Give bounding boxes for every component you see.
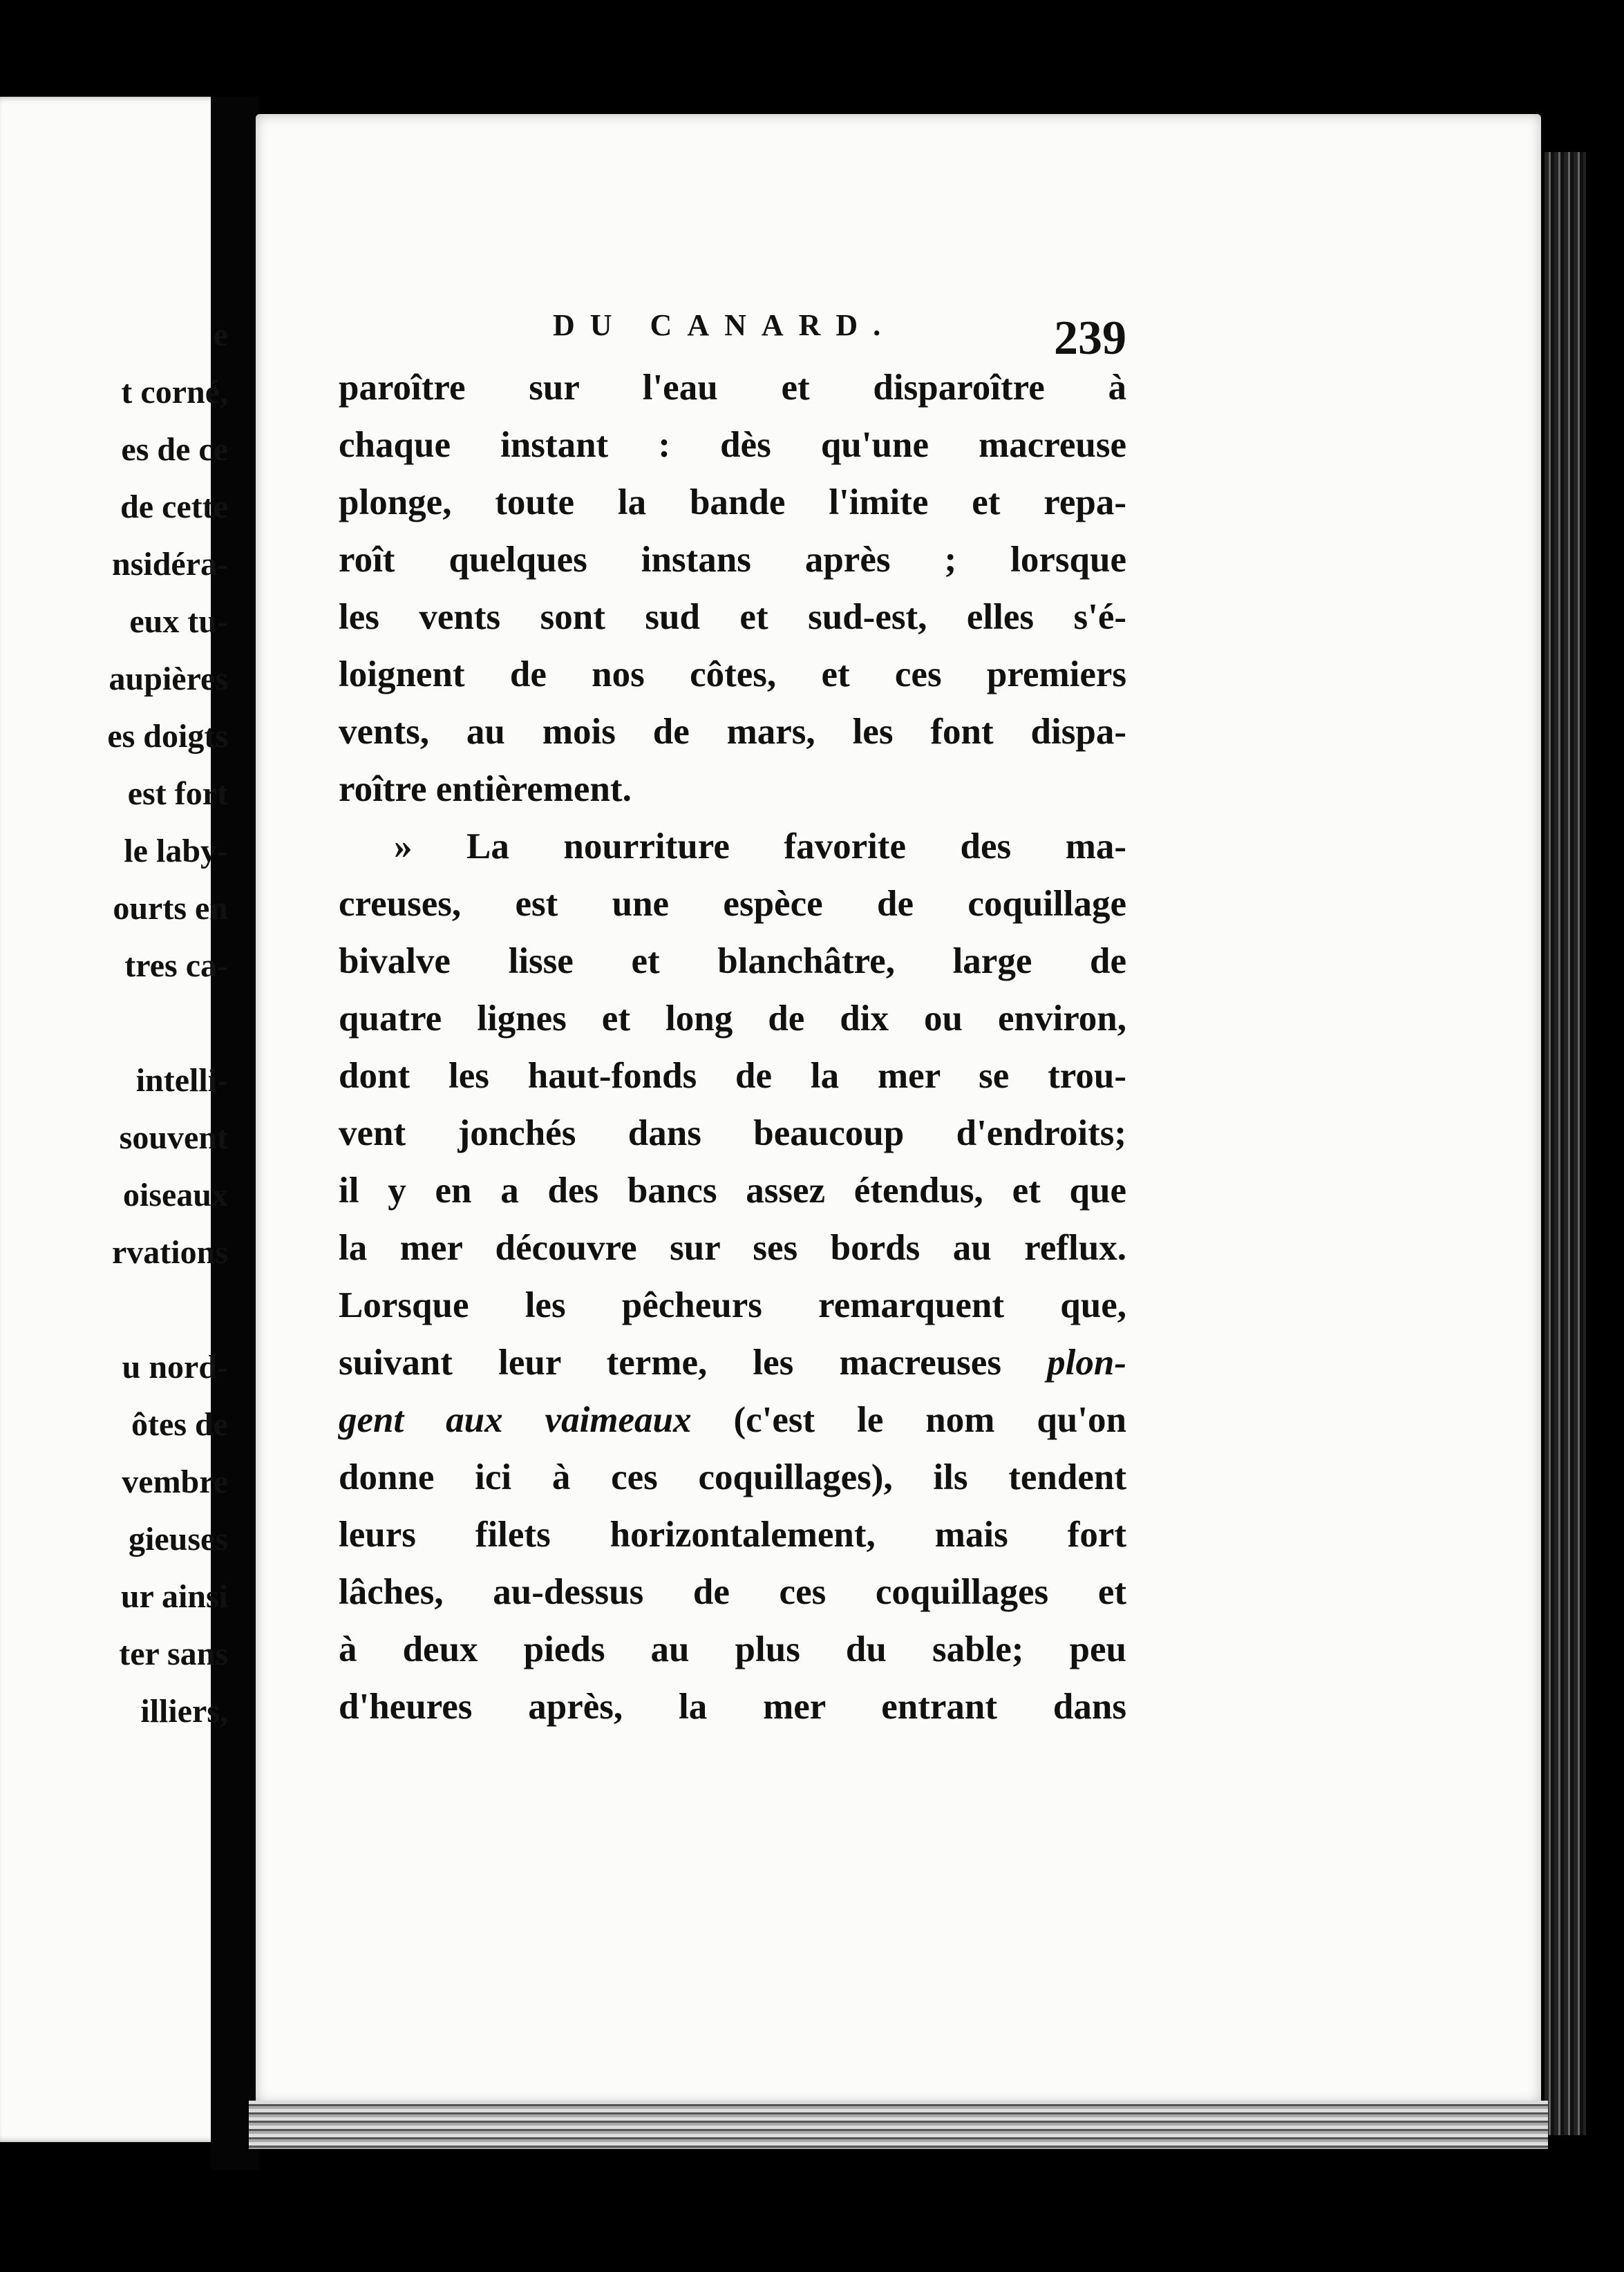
text-line: donne ici à ces coquillages), ils tendent [339, 1457, 1126, 1497]
left-page-line: es de ce [121, 431, 228, 468]
text-line: plonge, toute la bande l'imite et repa- [339, 482, 1126, 522]
page-number: 239 [1054, 312, 1126, 365]
text-line: » La nourriture favorite des ma- [394, 826, 1126, 867]
left-page-line: souvent [119, 1119, 228, 1156]
left-page-line: illiers, [140, 1693, 228, 1730]
left-page-line: le laby- [124, 833, 228, 869]
left-page-line: ourts en [113, 890, 228, 927]
text-line: la mer découvre sur ses bords au reflux. [339, 1228, 1126, 1268]
left-page-line: ôtes de [131, 1406, 228, 1443]
text-line: les vents sont sud et sud-est, elles s'é- [339, 597, 1126, 637]
text-line: bivalve lisse et blanchâtre, large de [339, 941, 1126, 981]
left-page-line: intelli- [135, 1062, 228, 1099]
page-edges-right [1545, 152, 1586, 2135]
left-page-line: e [213, 316, 228, 353]
italic-run: plon- [1047, 1343, 1126, 1383]
text-line: vent jonchés dans beaucoup d'endroits; [339, 1113, 1126, 1153]
text-line: il y en a des bancs assez étendus, et que [339, 1171, 1126, 1211]
text-line: leurs filets horizontalement, mais fort [339, 1515, 1126, 1555]
left-page-line: tres ca- [124, 947, 228, 984]
text-line: d'heures après, la mer entrant dans [339, 1687, 1126, 1727]
text-line: à deux pieds au plus du sable; peu [339, 1629, 1126, 1669]
text-line: roître entièrement. [339, 769, 632, 809]
paragraph-2 [339, 818, 1126, 1736]
left-page-line: rvations [112, 1234, 228, 1271]
text-run: (c'est le nom qu'on [733, 1400, 1126, 1440]
text-line: creuses, est une espèce de coquillage [339, 884, 1126, 924]
text-run: suivant leur terme, les macreuses [339, 1343, 1048, 1383]
text-line: vents, au mois de mars, les font dispa- [339, 712, 1126, 752]
paragraph-1 [339, 359, 1126, 818]
text-line [339, 1392, 1126, 1449]
left-page-line: aupières [108, 661, 228, 697]
left-page-line: de cette [120, 489, 228, 525]
left-page-line: ter sans [119, 1636, 228, 1672]
text-line: roît quelques instans après ; lorsque [339, 540, 1126, 580]
text-line: paroître sur l'eau et disparoître à [339, 368, 1126, 408]
left-page-line: oiseaux [122, 1177, 228, 1213]
left-page-line: vembre [122, 1464, 228, 1500]
left-page-line: es doigts [107, 718, 228, 755]
text-line: chaque instant : dès qu'une macreuse [339, 425, 1126, 465]
text-line: quatre lignes et long de dix ou environ, [339, 998, 1126, 1039]
text-line: Lorsque les pêcheurs remarquent que, [339, 1285, 1126, 1325]
left-page-line: t corné, [121, 374, 228, 410]
left-page-line: u nord- [122, 1349, 228, 1385]
left-page-line: eux tu- [129, 603, 228, 640]
left-page-line: est fort [127, 775, 228, 812]
text-line: dont les haut-fonds de la mer se trou- [339, 1056, 1126, 1096]
running-head: DU CANARD. [553, 308, 896, 342]
text-line: loignent de nos côtes, et ces premiers [339, 654, 1126, 694]
left-page-line: ur ainsi [120, 1578, 228, 1615]
left-page-line: nsidéra- [112, 546, 228, 583]
left-page-line: gieuses [129, 1521, 228, 1558]
text-line: lâches, au-dessus de ces coquillages et [339, 1572, 1126, 1612]
italic-run: gent aux vaimeaux [339, 1400, 734, 1440]
body-text [339, 359, 1126, 1736]
text-line [339, 1334, 1126, 1392]
page-edges-bottom [249, 2101, 1548, 2149]
